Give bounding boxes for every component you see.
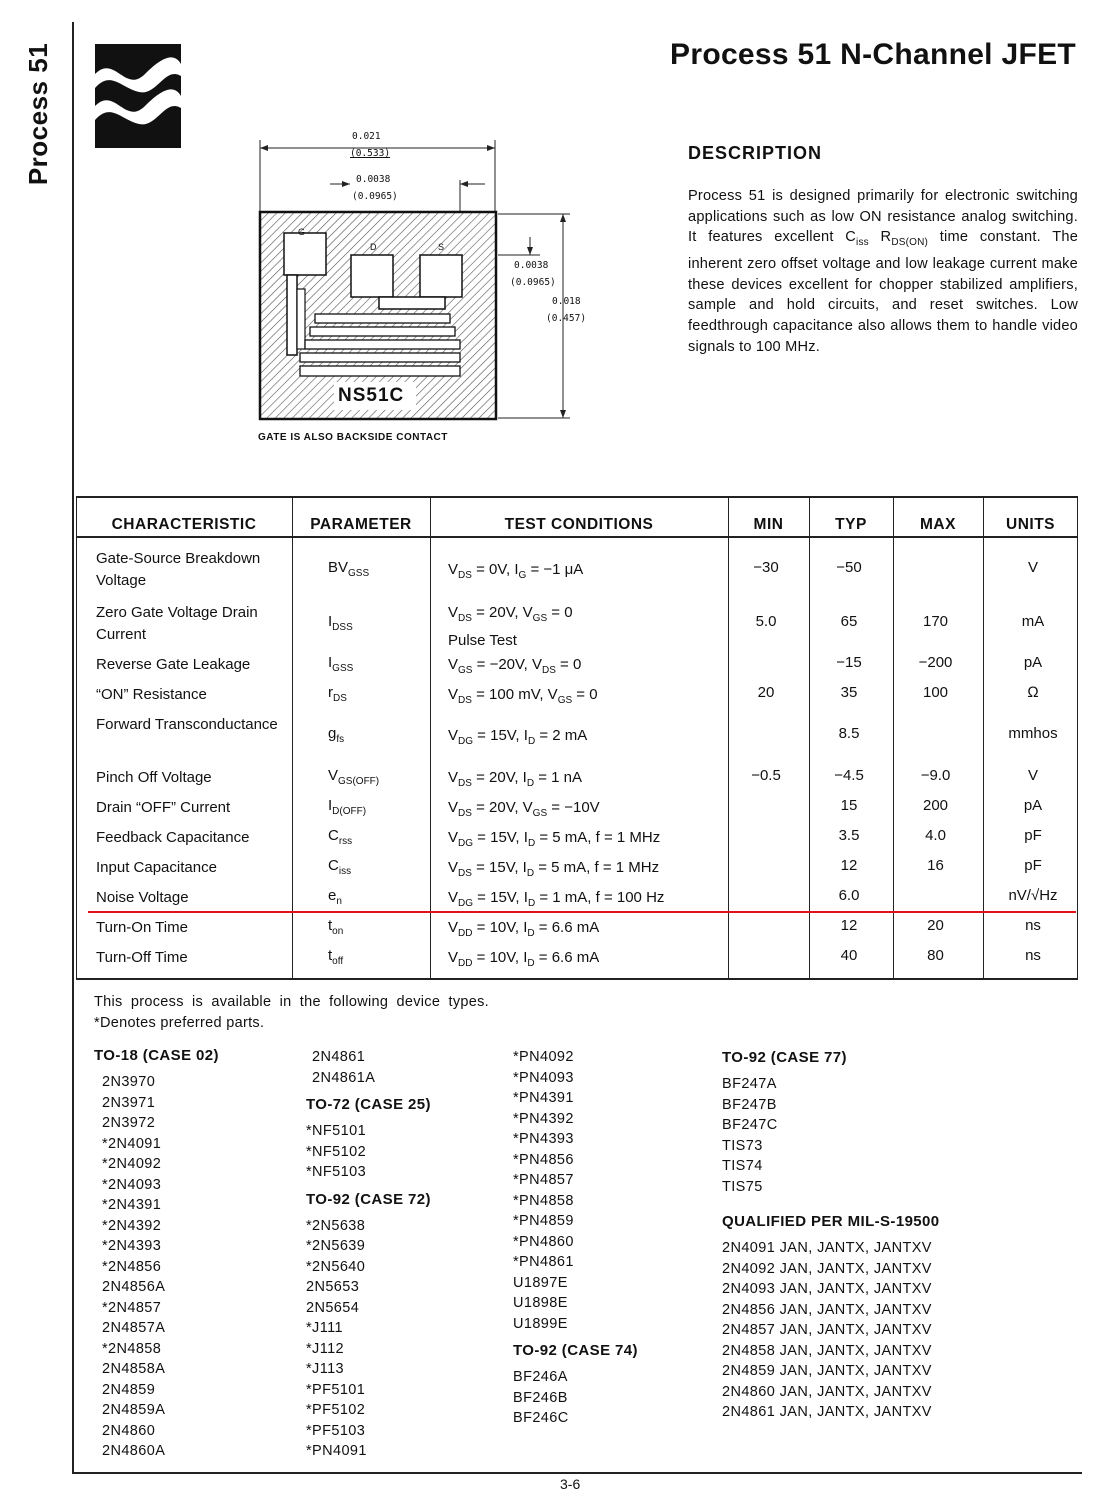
device-part-number: 2N4859	[102, 1381, 156, 1398]
max-cell: −200	[918, 654, 953, 671]
page-title: Process 51 N-Channel JFET	[670, 38, 1076, 71]
device-part-number: BF247B	[722, 1096, 777, 1113]
typ-cell: 35	[840, 684, 858, 701]
typ-cell: 12	[840, 917, 858, 934]
typ-cell: 15	[840, 797, 858, 814]
device-part-number: 2N4861A	[312, 1069, 376, 1086]
device-part-number: 2N4859 JAN, JANTX, JANTXV	[722, 1363, 932, 1379]
device-part-number: *2N4092	[102, 1156, 162, 1172]
min-cell: 20	[757, 684, 775, 701]
test-conditions-cell: $V_{DS} = 0V$, $I_G = -1$ μA	[448, 561, 584, 581]
device-part-number: *2N5638	[306, 1217, 366, 1234]
col-header-parameter: PARAMETER	[310, 516, 412, 533]
test-conditions-cell: $V_{DD} = 10V$, $I_D = 6.6$ mA	[448, 949, 600, 969]
typ-cell: 6.0	[838, 887, 860, 904]
device-part-number: *PN4392	[513, 1110, 574, 1127]
device-part-number: *2N5640	[306, 1258, 366, 1275]
description-heading: DESCRIPTION	[688, 143, 823, 163]
device-part-number: 2N4858 JAN, JANTX, JANTXV	[722, 1342, 932, 1359]
test-conditions-cell: $V_{DS} = 20V$, $V_{GS} = 0$ Pulse Test	[448, 604, 573, 649]
units-cell: pF	[1024, 827, 1042, 844]
units-cell: pF	[1024, 857, 1042, 874]
max-cell: 200	[922, 797, 949, 814]
device-part-number: 2N5654	[306, 1299, 360, 1316]
units-cell: mmhos	[1008, 725, 1058, 742]
characteristic-cell: Input Capacitance	[96, 859, 217, 876]
test-conditions-cell: $V_{DD} = 10V$, $I_D = 6.6$ mA	[448, 919, 600, 939]
device-part-number: *2N4091	[102, 1135, 162, 1152]
device-part-number: *PF5101	[306, 1381, 366, 1398]
device-part-number: *2N4093	[102, 1176, 162, 1193]
parameter-cell: $C_{rss}$	[328, 827, 353, 847]
col-header-characteristic: CHARACTERISTIC	[111, 516, 257, 533]
max-cell: 20	[927, 917, 944, 934]
col-header-units: UNITS	[1006, 516, 1055, 533]
device-part-number: BF247A	[722, 1076, 777, 1092]
pad-label-source: S	[438, 242, 445, 252]
frame-bottom-rule	[72, 1472, 1082, 1474]
col-header-typ: TYP	[835, 516, 867, 533]
pad-label-gate: G	[298, 227, 306, 237]
device-part-number: BF246A	[513, 1369, 568, 1385]
die-caption: GATE IS ALSO BACKSIDE CONTACT	[258, 432, 448, 443]
characteristic-cell: Gate-Source Breakdown Voltage	[96, 550, 261, 589]
test-conditions-cell: $V_{DS} = 20V$, $V_{GS} = -10V$	[448, 799, 600, 819]
col-header-test-conditions: TEST CONDITIONS	[504, 516, 654, 533]
device-part-number: BF247C	[722, 1117, 778, 1133]
device-part-number: *J111	[306, 1320, 343, 1336]
parameter-cell: $r_{DS}$	[328, 684, 347, 704]
description-text: Process 51 is designed primarily for electronic switching applications such as low ON resistance analog switching. It features excellent $C_{iss}$ $R_{DS(ON)}$ time constant. The inherent zero offset voltage and low leakage current make these devices excellent for chopper stabilized amplifiers, sample and hold circuits, and reset switches. Low feedthrough capacitance also allows them to handle video signals to 100 MHz.	[688, 188, 1079, 355]
national-semiconductor-logo	[95, 44, 181, 148]
device-part-number: 2N4857A	[102, 1320, 166, 1336]
characteristic-cell: Zero Gate Voltage Drain Current	[96, 604, 258, 643]
characteristic-cell: Forward Transconductance	[96, 716, 278, 733]
max-cell: 80	[927, 947, 944, 964]
typ-cell: −50	[836, 559, 862, 576]
device-part-number: *PN4859	[513, 1213, 574, 1229]
device-part-number: 2N3971	[102, 1094, 156, 1111]
device-part-number: 2N4856A	[102, 1279, 166, 1295]
units-cell: nV/√Hz	[1008, 887, 1058, 904]
device-part-number: *PN4393	[513, 1131, 574, 1147]
device-group-to92-77	[722, 1049, 940, 1423]
device-part-number: 2N4859A	[102, 1402, 166, 1418]
parameter-cell: $t_{off}$	[328, 947, 344, 967]
highlight-rule	[88, 911, 1076, 913]
device-group-to92-72-cont	[513, 1047, 638, 1429]
availability-note: This process is available in the following device types. *Denotes preferred parts.	[94, 994, 489, 1031]
chip-label: NS51C	[338, 385, 405, 406]
col-header-min: MIN	[753, 516, 784, 533]
min-cell: −30	[753, 559, 779, 576]
pad-label-drain: D	[370, 242, 377, 252]
device-part-number: *PN4861	[513, 1254, 574, 1270]
device-part-number: TIS73	[722, 1137, 763, 1154]
characteristic-cell: Reverse Gate Leakage	[96, 656, 251, 673]
device-part-number: *NF5102	[306, 1143, 367, 1160]
max-cell: 4.0	[925, 827, 946, 844]
group-heading: QUALIFIED PER MIL-S-19500	[722, 1213, 940, 1230]
group-heading: TO-92 (CASE 77)	[722, 1049, 847, 1066]
device-part-number: 2N4861 JAN, JANTX, JANTXV	[722, 1404, 932, 1420]
parameter-cell: $I_{D(OFF)}$	[328, 797, 367, 817]
device-part-number: *2N5639	[306, 1238, 366, 1254]
page-number: 3-6	[560, 1476, 581, 1492]
group-heading: TO-72 (CASE 25)	[306, 1096, 431, 1113]
device-part-number: BF246C	[513, 1410, 569, 1426]
device-part-number: *PN4091	[306, 1443, 367, 1459]
device-part-number: 2N4857 JAN, JANTX, JANTXV	[722, 1322, 932, 1338]
device-part-number: *PN4858	[513, 1192, 574, 1209]
parameter-cell: $C_{iss}$	[328, 857, 352, 877]
min-cell: −0.5	[751, 767, 781, 784]
device-part-number: U1898E	[513, 1295, 568, 1311]
device-part-number: TIS74	[722, 1158, 763, 1174]
dim-height-in: 0.018	[552, 296, 581, 307]
device-part-number: 2N4092 JAN, JANTX, JANTXV	[722, 1260, 932, 1277]
units-cell: mA	[1021, 613, 1045, 630]
device-part-number: *PN4093	[513, 1069, 574, 1086]
device-part-number: U1897E	[513, 1274, 568, 1291]
device-part-number: *PN4856	[513, 1151, 574, 1168]
parameter-cell: $BV_{GSS}$	[328, 559, 370, 579]
characteristic-cell: “ON” Resistance	[96, 686, 207, 703]
device-part-number: 2N4860A	[102, 1443, 166, 1459]
device-part-number: *NF5103	[306, 1164, 367, 1180]
dim-gap-mm: (0.0965)	[352, 191, 398, 202]
test-conditions-cell: $V_{DG} = 15V$, $I_D = 5$ mA, f = 1 MHz	[448, 829, 661, 849]
max-cell: −9.0	[920, 767, 951, 784]
characteristic-cell: Pinch Off Voltage	[96, 769, 212, 786]
group-heading: TO-92 (CASE 72)	[306, 1190, 431, 1208]
dim-width-mm: (0.533)	[350, 148, 391, 159]
test-conditions-cell: $V_{DG} = 15V$, $I_D = 2$ mA	[448, 727, 588, 747]
characteristics-table	[76, 496, 1078, 980]
device-part-number: 2N3970	[102, 1074, 156, 1090]
characteristic-cell: Turn-On Time	[96, 919, 188, 936]
parameter-cell: $I_{GSS}$	[328, 654, 354, 674]
typ-cell: −15	[836, 654, 862, 671]
device-part-number: *2N4392	[102, 1217, 162, 1234]
device-part-number: 2N4860 JAN, JANTX, JANTXV	[722, 1383, 932, 1400]
min-cell: 5.0	[755, 613, 777, 630]
units-cell: ns	[1025, 917, 1041, 934]
parameter-cell: $t_{on}$	[328, 917, 344, 937]
device-part-number: *J112	[306, 1340, 345, 1357]
device-part-number: 2N4860	[102, 1422, 156, 1439]
parameter-cell: $e_n$	[328, 887, 342, 907]
device-part-number: 2N4093 JAN, JANTX, JANTXV	[722, 1281, 932, 1297]
test-conditions-cell: $V_{DS} = 100$ mV, $V_{GS} = 0$	[448, 686, 598, 706]
test-conditions-cell: $V_{DS} = 15V$, $I_D = 5$ mA, f = 1 MHz	[448, 859, 660, 879]
device-part-number: 2N4856 JAN, JANTX, JANTXV	[722, 1301, 932, 1318]
device-part-number: *2N4393	[102, 1238, 162, 1254]
typ-cell: 8.5	[838, 725, 860, 742]
dim-pad-mm: (0.0965)	[510, 277, 556, 288]
device-part-number: 2N5653	[306, 1279, 360, 1295]
device-part-number: *2N4856	[102, 1258, 162, 1275]
test-conditions-cell: $V_{DG} = 15V$, $I_D = 1$ mA, f = 100 Hz	[448, 889, 665, 909]
dim-gap-in: 0.0038	[356, 174, 391, 185]
test-conditions-cell: $V_{GS} = -20V$, $V_{DS} = 0$	[448, 656, 582, 676]
device-part-number: *NF5101	[306, 1123, 367, 1139]
characteristic-cell: Noise Voltage	[96, 889, 189, 906]
parameter-cell: $V_{GS(OFF)}$	[328, 767, 380, 787]
parameter-cell: $g_{fs}$	[328, 725, 345, 745]
test-conditions-cell: $V_{DS} = 20V$, $I_D = 1$ nA	[448, 769, 583, 789]
dim-height-mm: (0.457)	[546, 313, 587, 324]
typ-cell: 12	[840, 857, 858, 874]
dim-pad-in: 0.0038	[514, 260, 549, 271]
device-part-number: *J113	[306, 1361, 345, 1377]
typ-cell: 40	[840, 947, 858, 964]
characteristic-cell: Turn-Off Time	[96, 949, 188, 966]
device-part-number: *PN4391	[513, 1090, 574, 1106]
characteristic-cell: Feedback Capacitance	[96, 829, 250, 846]
device-part-number: TIS75	[722, 1178, 763, 1195]
units-cell: Ω	[1027, 684, 1039, 701]
characteristic-cell: Drain “OFF” Current	[96, 799, 231, 816]
units-cell: pA	[1023, 797, 1043, 814]
typ-cell: 3.5	[838, 827, 860, 844]
group-heading: TO-92 (CASE 74)	[513, 1342, 638, 1359]
device-part-number: *2N4857	[102, 1299, 162, 1316]
units-cell: V	[1027, 767, 1038, 784]
device-part-number: *PN4860	[513, 1233, 574, 1250]
frame-left-rule	[72, 22, 74, 1474]
device-part-number: 2N3972	[102, 1115, 156, 1131]
units-cell: pA	[1023, 654, 1043, 671]
device-part-number: *PF5102	[306, 1402, 366, 1418]
parameter-cell: $I_{DSS}$	[328, 613, 353, 633]
device-part-number: *PN4857	[513, 1172, 574, 1188]
typ-cell: 65	[840, 613, 858, 630]
device-part-number: *PN4092	[513, 1049, 574, 1065]
device-part-number: *PF5103	[306, 1422, 366, 1439]
device-part-number: 2N4861	[312, 1049, 366, 1065]
dim-width-in: 0.021	[352, 131, 381, 142]
col-header-max: MAX	[920, 516, 956, 533]
group-heading: TO-18 (CASE 02)	[94, 1047, 219, 1064]
units-cell: V	[1027, 559, 1038, 576]
max-cell: 100	[922, 684, 949, 701]
device-group-to18	[94, 1047, 219, 1462]
device-part-number: 2N4858A	[102, 1361, 166, 1377]
typ-cell: −4.5	[834, 767, 864, 784]
device-part-number: *2N4858	[102, 1340, 162, 1357]
max-cell: 16	[927, 857, 944, 874]
device-part-number: BF246B	[513, 1389, 568, 1406]
device-group-to18-cont	[306, 1047, 431, 1462]
device-part-number: U1899E	[513, 1315, 568, 1332]
units-cell: ns	[1025, 947, 1041, 964]
side-title: Process 51	[23, 42, 53, 186]
max-cell: 170	[922, 613, 949, 630]
device-part-number: 2N4091 JAN, JANTX, JANTXV	[722, 1240, 932, 1256]
device-part-number: *2N4391	[102, 1197, 162, 1213]
